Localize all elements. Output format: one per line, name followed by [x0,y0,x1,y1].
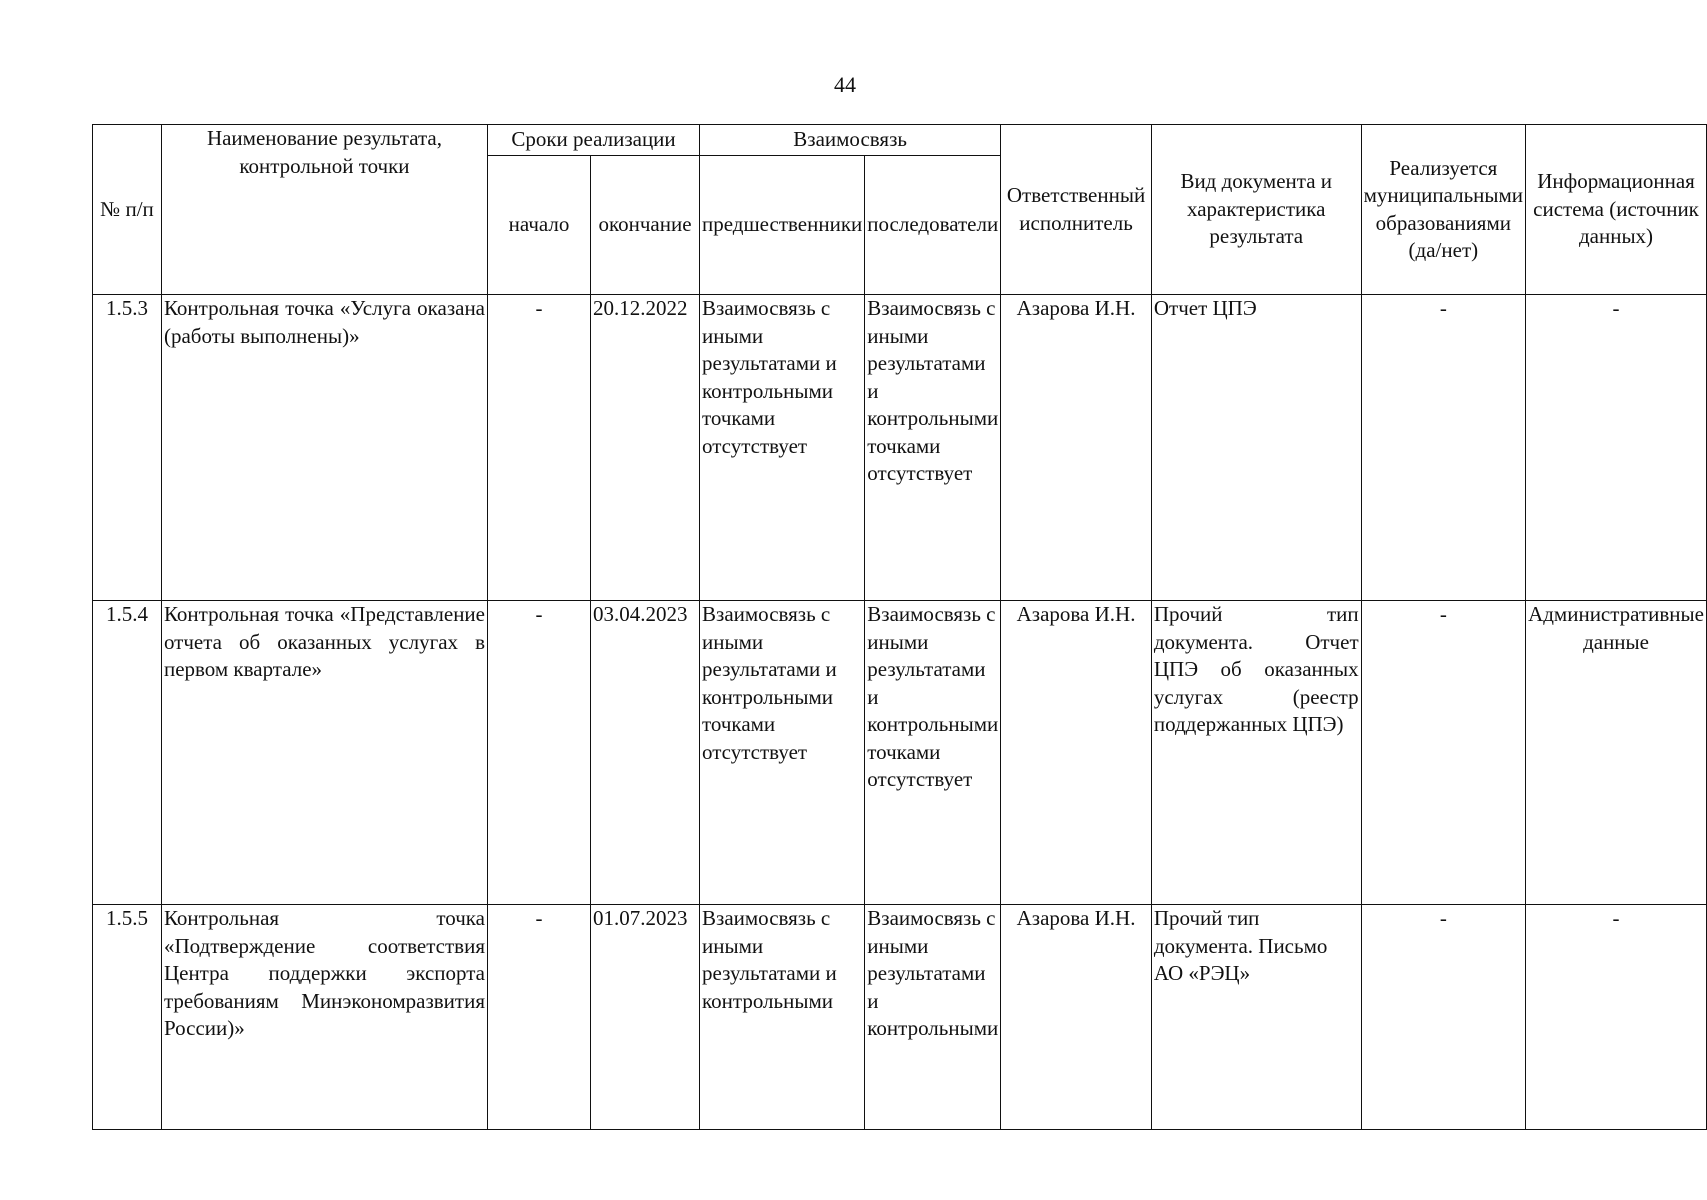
header-name: Наименование результата, контрольной точки [161,125,487,295]
row-end: 20.12.2022 [591,295,700,601]
row-end: 03.04.2023 [591,601,700,905]
row-successors: Взаимосвязь с иными результатами и контрольными точками отсутствует [865,601,1001,905]
row-end: 01.07.2023 [591,905,700,1130]
header-relation: Взаимосвязь [700,125,1001,156]
row-predecessors: Взаимосвязь с иными результатами и контрольными точками отсутствует [700,601,865,905]
row-name: Контрольная точка «Представление отчета об оказанных услугах в первом квартале» [161,601,487,905]
header-end: окончание [591,156,700,295]
row-successors: Взаимосвязь с иными результатами и контрольными точками отсутствует [865,295,1001,601]
row-responsible: Азарова И.Н. [1001,295,1152,601]
row-name: Контрольная точка «Услуга оказана (работы выполнены)» [161,295,487,601]
row-info-system: - [1526,295,1707,601]
row-successors: Взаимосвязь с иными результатами и контрольными [865,905,1001,1130]
row-responsible: Азарова И.Н. [1001,601,1152,905]
header-start: начало [488,156,591,295]
header-successors: последователи [865,156,1001,295]
header-municipal: Реализуется муниципальными образованиями (да/нет) [1361,125,1525,295]
header-num: № п/п [93,125,162,295]
header-terms: Сроки реализации [488,125,700,156]
control-points-table [92,124,1707,1130]
row-predecessors: Взаимосвязь с иными результатами и контрольными [700,905,865,1130]
table-row [93,905,1707,1130]
header-doc-type: Вид документа и характеристика результата [1151,125,1361,295]
header-responsible: Ответственный исполнитель [1001,125,1152,295]
header-row-1 [93,125,1707,156]
row-doc-type: Отчет ЦПЭ [1151,295,1361,601]
row-doc-type: Прочий тип документа. Отчет ЦПЭ об оказанных услугах (реестр поддержанных ЦПЭ) [1151,601,1361,905]
row-municipal: - [1361,295,1525,601]
row-start: - [488,295,591,601]
row-info-system: - [1526,905,1707,1130]
row-num: 1.5.3 [93,295,162,601]
row-start: - [488,905,591,1130]
row-info-system: Административные данные [1526,601,1707,905]
table-row [93,295,1707,601]
row-municipal: - [1361,601,1525,905]
row-start: - [488,601,591,905]
table-row [93,601,1707,905]
row-predecessors: Взаимосвязь с иными результатами и контрольными точками отсутствует [700,295,865,601]
row-municipal: - [1361,905,1525,1130]
row-name: Контрольная точка «Подтверждение соответствия Центра поддержки экспорта требованиям Минэкономразвития России)» [161,905,487,1130]
row-doc-type: Прочий тип документа. Письмо АО «РЭЦ» [1151,905,1361,1130]
row-num: 1.5.5 [93,905,162,1130]
row-responsible: Азарова И.Н. [1001,905,1152,1130]
header-predecessors: предшественники [700,156,865,295]
page-number: 44 [834,72,856,97]
header-info-system: Информационная система (источник данных) [1526,125,1707,295]
row-num: 1.5.4 [93,601,162,905]
